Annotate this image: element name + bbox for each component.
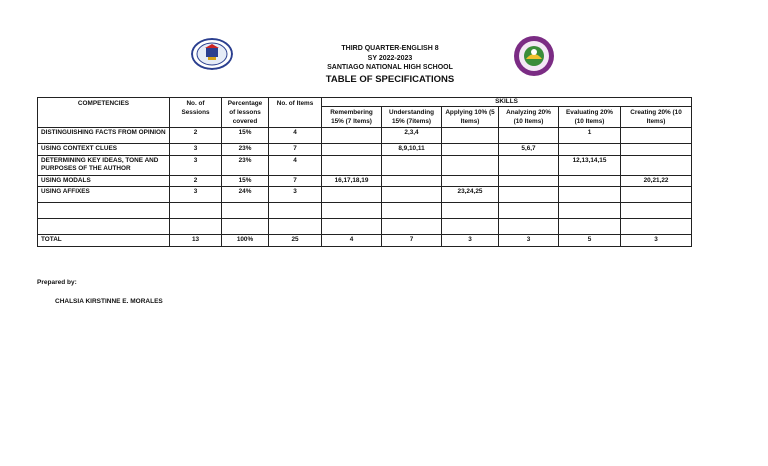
- cell-understanding: 8,9,10,11: [382, 144, 442, 156]
- header-line-school: SANTIAGO NATIONAL HIGH SCHOOL: [327, 64, 453, 71]
- cell-applying: 23,24,25: [442, 187, 499, 203]
- cell-creating: [621, 203, 692, 219]
- header-items: No. of Items: [269, 98, 322, 128]
- cell-items: 3: [269, 187, 322, 203]
- cell-applying: [442, 144, 499, 156]
- cell-remembering: 16,17,18,19: [322, 175, 382, 187]
- cell-evaluating: [559, 187, 621, 203]
- header-skill-creating: Creating 20% (10 Items): [621, 107, 692, 128]
- cell-applying: [442, 175, 499, 187]
- cell-competency: USING AFFIXES: [38, 187, 170, 203]
- table-row: [38, 203, 692, 219]
- header-competencies: COMPETENCIES: [38, 98, 170, 128]
- cell-creating: [621, 187, 692, 203]
- cell-evaluating: [559, 219, 621, 235]
- cell-sessions: 2: [170, 128, 222, 144]
- cell-competency: DISTINGUISHING FACTS FROM OPINION: [38, 128, 170, 144]
- cell-sessions: 3: [170, 144, 222, 156]
- cell-items: [269, 219, 322, 235]
- cell-understanding: [382, 155, 442, 175]
- cell-analyzing: 3: [499, 235, 559, 247]
- cell-items: 4: [269, 128, 322, 144]
- cell-understanding: [382, 175, 442, 187]
- header-line-sy: SY 2022-2023: [367, 54, 413, 62]
- cell-competency: TOTAL: [38, 235, 170, 247]
- cell-creating: 20,21,22: [621, 175, 692, 187]
- cell-analyzing: [499, 187, 559, 203]
- deped-seal-icon: [191, 38, 233, 70]
- cell-remembering: 4: [322, 235, 382, 247]
- cell-items: [269, 203, 322, 219]
- cell-sessions: [170, 203, 222, 219]
- cell-competency: USING CONTEXT CLUES: [38, 144, 170, 156]
- cell-evaluating: 5: [559, 235, 621, 247]
- document-header: [300, 44, 480, 86]
- cell-analyzing: [499, 175, 559, 187]
- cell-sessions: 3: [170, 187, 222, 203]
- page-title: TABLE OF SPECIFICATIONS: [325, 73, 455, 85]
- cell-creating: [621, 155, 692, 175]
- cell-items: 25: [269, 235, 322, 247]
- header-skills: SKILLS: [322, 98, 692, 107]
- cell-analyzing: [499, 219, 559, 235]
- cell-items: 4: [269, 155, 322, 175]
- cell-percentage: [222, 203, 269, 219]
- cell-sessions: [170, 219, 222, 235]
- cell-evaluating: [559, 203, 621, 219]
- division-seal-icon: [512, 35, 556, 77]
- cell-understanding: 2,3,4: [382, 128, 442, 144]
- cell-evaluating: 12,13,14,15: [559, 155, 621, 175]
- cell-applying: [442, 219, 499, 235]
- header-sessions: No. of Sessions: [170, 98, 222, 128]
- header-skill-understanding: Understanding 15% (7items): [382, 107, 442, 128]
- cell-sessions: 2: [170, 175, 222, 187]
- cell-remembering: [322, 128, 382, 144]
- cell-analyzing: [499, 155, 559, 175]
- cell-analyzing: [499, 203, 559, 219]
- cell-creating: [621, 219, 692, 235]
- cell-percentage: 15%: [222, 175, 269, 187]
- cell-applying: [442, 155, 499, 175]
- preparer-name: CHALSIA KIRSTINNE E. MORALES: [55, 298, 163, 305]
- cell-applying: [442, 203, 499, 219]
- table-row-total: [38, 235, 692, 247]
- cell-remembering: [322, 187, 382, 203]
- cell-evaluating: [559, 144, 621, 156]
- cell-percentage: 15%: [222, 128, 269, 144]
- cell-applying: [442, 128, 499, 144]
- table-row: [38, 144, 692, 156]
- cell-understanding: [382, 187, 442, 203]
- header-skill-remembering: Remembering 15% (7 Items): [322, 107, 382, 128]
- table-row: [38, 155, 692, 175]
- prepared-by-label: Prepared by:: [37, 279, 77, 286]
- table-of-specifications: [37, 97, 692, 247]
- cell-percentage: 23%: [222, 155, 269, 175]
- cell-percentage: [222, 219, 269, 235]
- header-skill-analyzing: Analyzing 20% (10 Items): [499, 107, 559, 128]
- header-skill-applying: Applying 10% (5 Items): [442, 107, 499, 128]
- table-row: [38, 175, 692, 187]
- cell-understanding: [382, 203, 442, 219]
- cell-percentage: 24%: [222, 187, 269, 203]
- cell-analyzing: 5,6,7: [499, 144, 559, 156]
- cell-percentage: 23%: [222, 144, 269, 156]
- table-row: [38, 219, 692, 235]
- cell-competency: USING MODALS: [38, 175, 170, 187]
- header-skill-evaluating: Evaluating 20% (10 Items): [559, 107, 621, 128]
- table-row: [38, 128, 692, 144]
- header-line-quarter: THIRD QUARTER-ENGLISH 8: [341, 45, 439, 52]
- cell-evaluating: 1: [559, 128, 621, 144]
- header-percentage: Percentage of lessons covered: [222, 98, 269, 128]
- cell-analyzing: [499, 128, 559, 144]
- cell-understanding: 7: [382, 235, 442, 247]
- cell-competency: [38, 203, 170, 219]
- cell-competency: DETERMINING KEY IDEAS, TONE AND PURPOSES OF THE AUTHOR: [38, 155, 170, 175]
- cell-competency: [38, 219, 170, 235]
- cell-remembering: [322, 155, 382, 175]
- cell-remembering: [322, 219, 382, 235]
- cell-items: 7: [269, 175, 322, 187]
- table-row: [38, 187, 692, 203]
- cell-remembering: [322, 203, 382, 219]
- cell-percentage: 100%: [222, 235, 269, 247]
- cell-creating: 3: [621, 235, 692, 247]
- cell-creating: [621, 128, 692, 144]
- cell-items: 7: [269, 144, 322, 156]
- cell-creating: [621, 144, 692, 156]
- cell-remembering: [322, 144, 382, 156]
- cell-applying: 3: [442, 235, 499, 247]
- cell-sessions: 3: [170, 155, 222, 175]
- cell-understanding: [382, 219, 442, 235]
- cell-evaluating: [559, 175, 621, 187]
- cell-sessions: 13: [170, 235, 222, 247]
